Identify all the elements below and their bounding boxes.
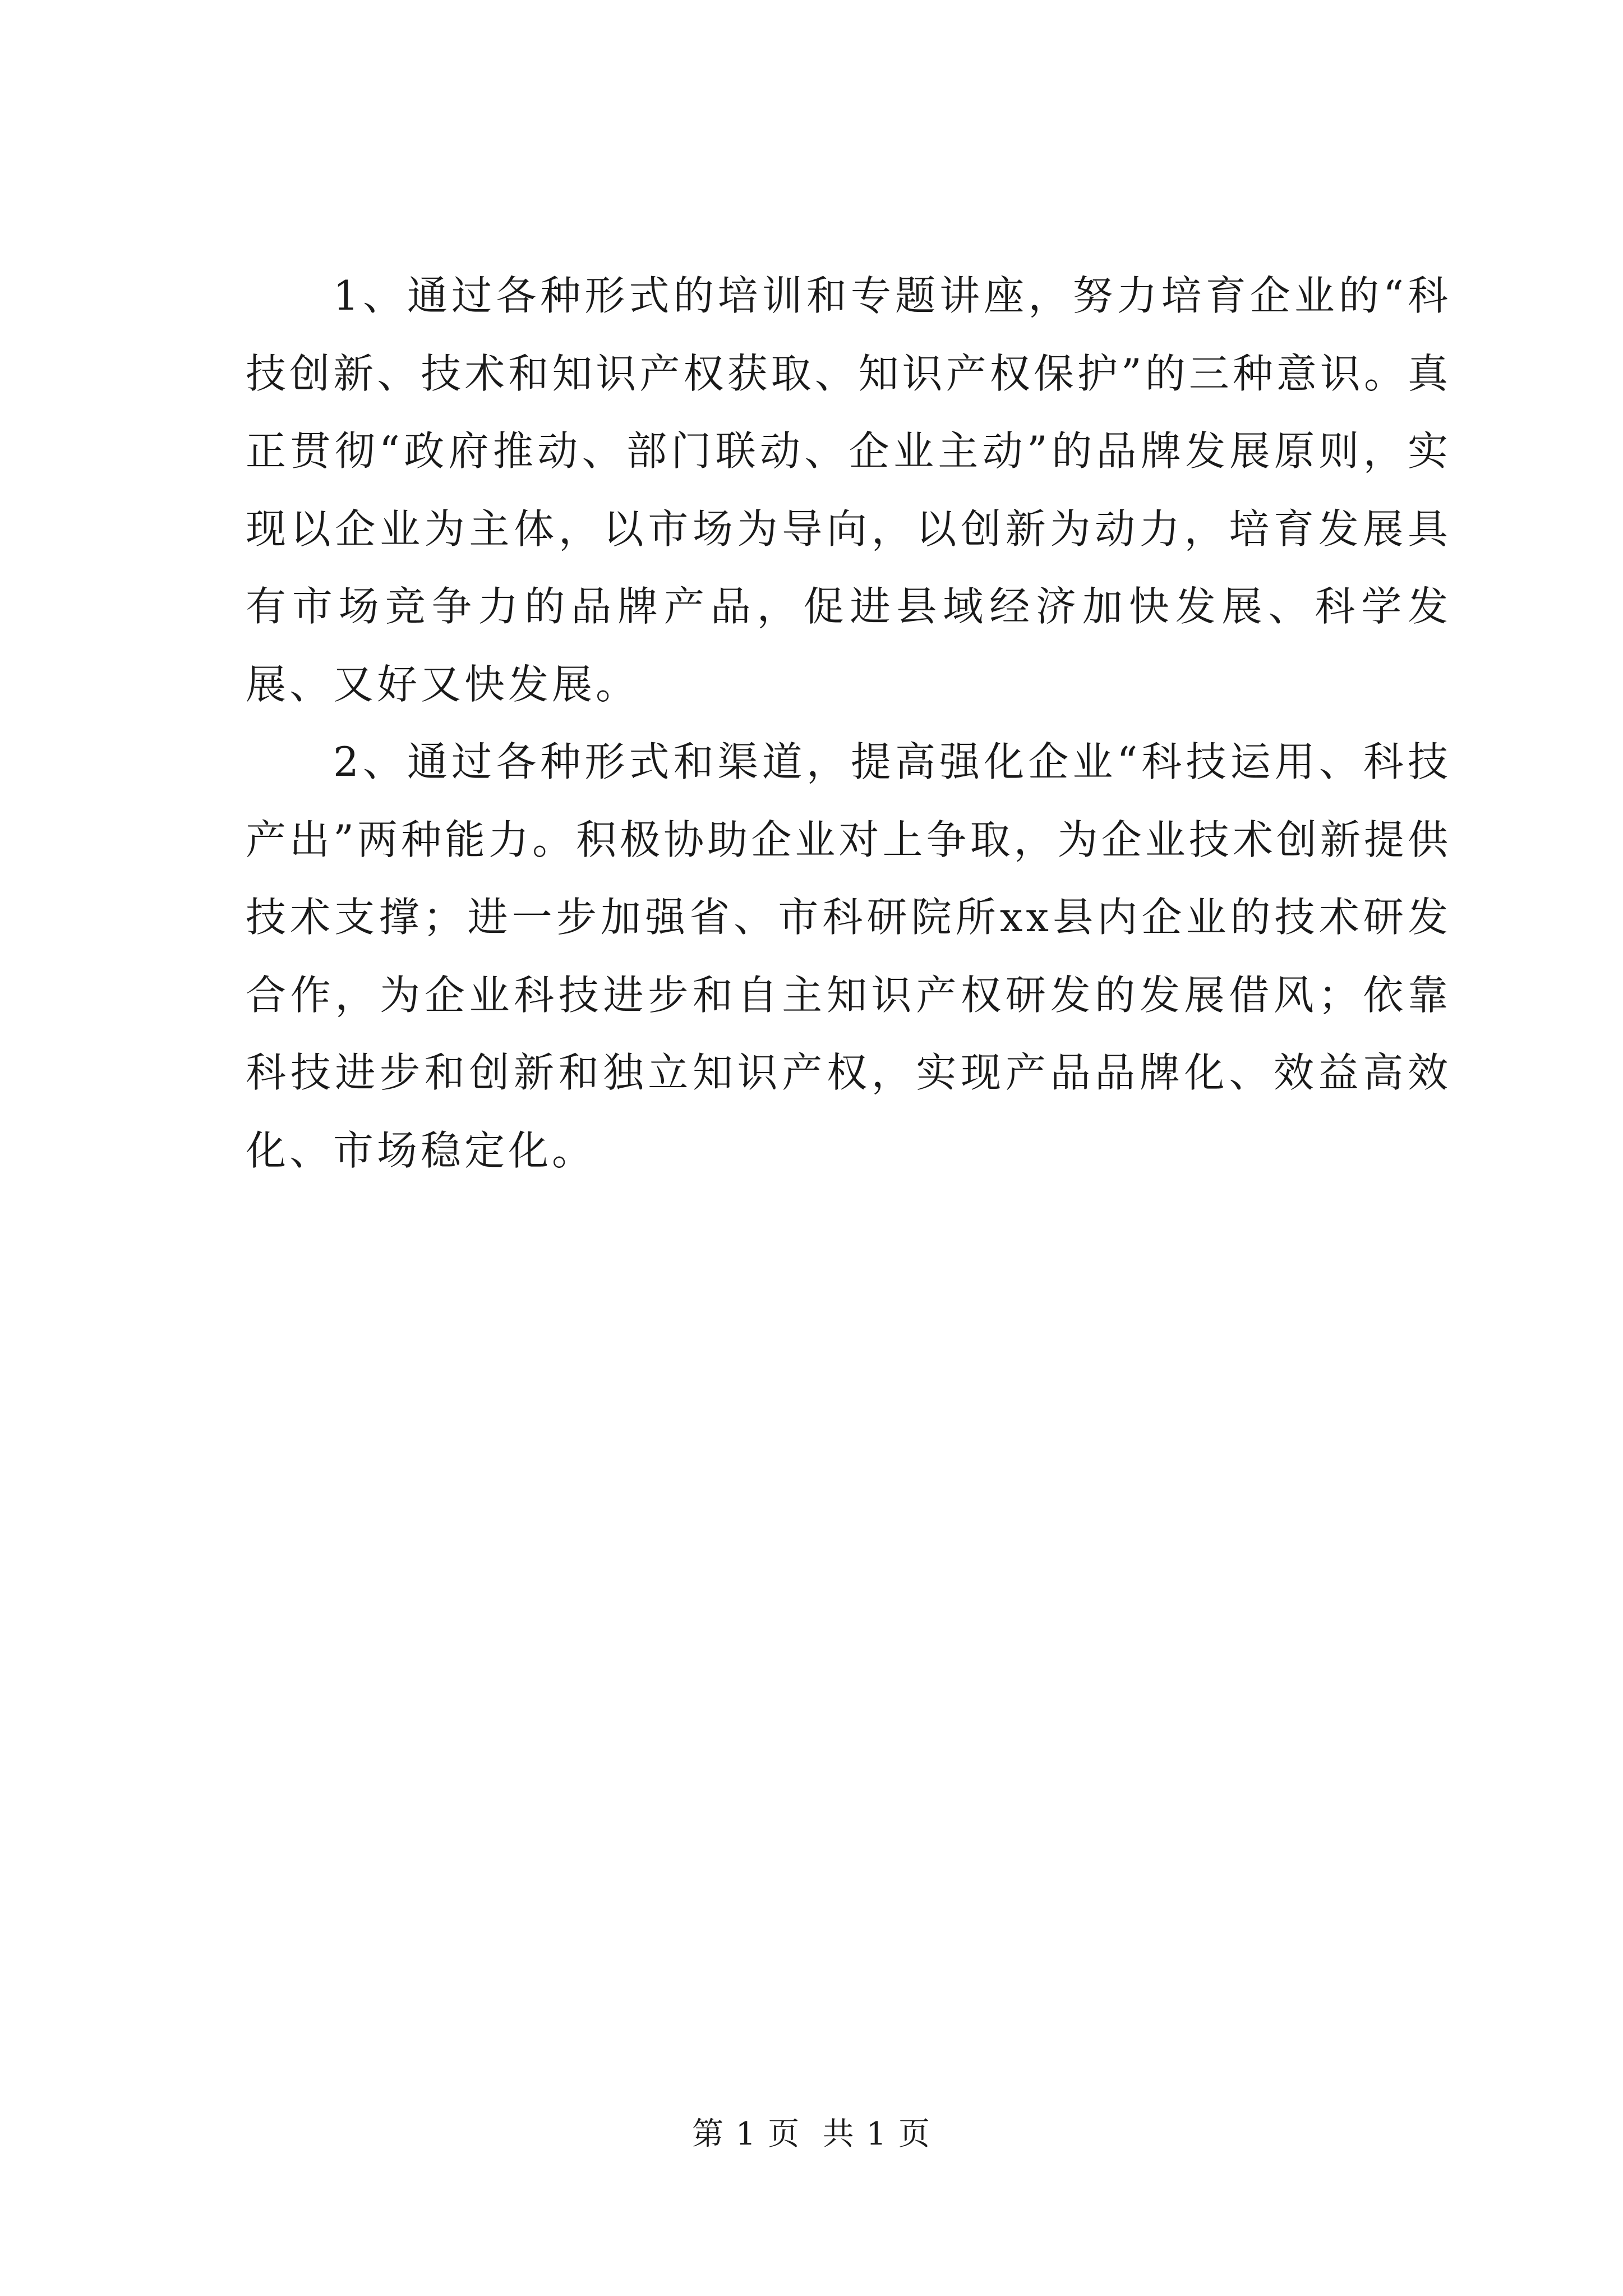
- paragraph-1: 1、通过各种形式的培训和专题讲座，努力培育企业的“科技创新、技术和知识产权获取、知识产权保护”的三种意识。真正贯彻“政府推动、部门联动、企业主动”的品牌发展原则，实现以企业为主体，以市场为导向，以创新为动力，培育发展具有市场竞争力的品牌产品，促进县域经济加快发展、科学发展、又好又快发展。: [246, 272, 1451, 708]
- document-body: [246, 257, 1451, 1189]
- page-number: 第 1 页 共 1 页: [691, 2116, 932, 2152]
- paragraph-2: 2、通过各种形式和渠道，提高强化企业“科技运用、科技产出”两种能力。积极协助企业对上争取，为企业技术创新提供技术支撑；进一步加强省、市科研院所xx县内企业的技术研发合作，为企业科技进步和自主知识产权研发的发展借风；依靠科技进步和创新和独立知识产权，实现产品品牌化、效益高效化、市场稳定化。: [246, 738, 1451, 1174]
- page-footer: [0, 2115, 1623, 2154]
